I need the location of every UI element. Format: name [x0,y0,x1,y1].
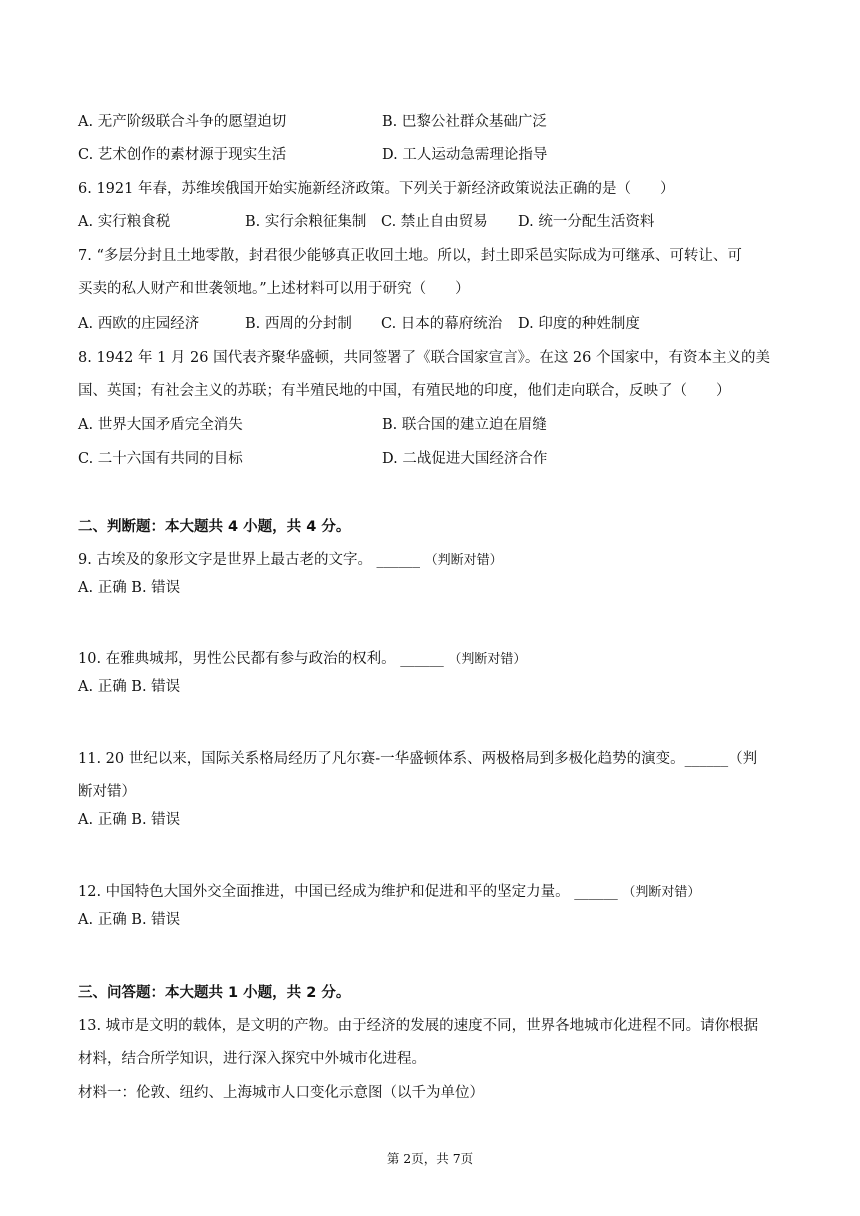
q10-stem [78,649,526,670]
q9-stem [78,550,503,571]
q6-option-b: B. 实行余粮征集制 [245,214,367,230]
q10-stem-text: 10. 在雅典城邦，男性公民都有参与政治的权利。 ______ [78,651,449,667]
q10-judge-note: （判断对错） [448,652,527,667]
q6-option-a: A. 实行粮食税 [78,214,171,230]
q11-options: A. 正确 B. 错误 [78,812,181,828]
q13-stem-line1: 13. 城市是文明的载体，是文明的产物。由于经济的发展的速度不同，世界各地城市化进程不同。请你根据 [78,1018,759,1034]
q12-stem-text: 12. 中国特色大国外交全面推进，中国已经成为维护和促进和平的坚定力量。 ______ [78,884,623,900]
q5-option-d: D. 工人运动急需理论指导 [382,147,548,163]
q7-option-a: A. 西欧的庄园经济 [78,316,200,332]
q5-option-b: B. 巴黎公社群众基础广泛 [382,114,547,130]
section-title-judgment: 二、判断题：本大题共 4 小题，共 4 分。 [78,519,351,535]
q5-option-c: C. 艺术创作的素材源于现实生活 [78,147,287,163]
q6-option-d: D. 统一分配生活资料 [518,214,655,230]
q7-option-c: C. 日本的幕府统治 [381,316,503,332]
q12-stem [78,882,700,903]
q11-stem-line2: 断对错） [78,784,136,800]
q9-options: A. 正确 B. 错误 [78,580,181,596]
q9-judge-note: （判断对错） [424,553,503,568]
q8-option-d: D. 二战促进大国经济合作 [382,451,548,467]
q13-stem-line2: 材料，结合所学知识，进行深入探究中外城市化进程。 [78,1051,426,1067]
q12-options: A. 正确 B. 错误 [78,912,181,928]
q7-option-d: D. 印度的种姓制度 [518,316,640,332]
q8-stem-line1: 8. 1942 年 1 月 26 国代表齐聚华盛顿，共同签署了《联合国家宣言》。在这 26 个国家中，有资本主义的美 [78,350,770,366]
q8-option-b: B. 联合国的建立迫在眉缝 [382,417,547,433]
q8-option-a: A. 世界大国矛盾完全消失 [78,417,243,433]
q13-material1-caption: 材料一：伦敦、纽约、上海城市人口变化示意图（以千为单位） [78,1085,484,1101]
q8-option-c: C. 二十六国有共同的目标 [78,451,243,467]
q5-option-a: A. 无产阶级联合斗争的愿望迫切 [78,114,287,130]
page-footer: 第 2页，共 7页 [386,1151,474,1166]
q8-stem-line2: 国、英国；有社会主义的苏联；有半殖民地的中国，有殖民地的印度，他们走向联合，反映了（ ） [78,383,731,399]
q7-option-b: B. 西周的分封制 [245,316,352,332]
q9-stem-text: 9. 古埃及的象形文字是世界上最古老的文字。 ______ [78,552,425,568]
q6-option-c: C. 禁止自由贸易 [381,214,488,230]
q6-stem: 6. 1921 年春，苏维埃俄国开始实施新经济政策。下列关于新经济政策说法正确的是（ ） [78,181,675,197]
section-title-qa: 三、问答题：本大题共 1 小题，共 2 分。 [78,985,351,1001]
q11-stem-line1: 11. 20 世纪以来，国际关系格局经历了凡尔赛-一华盛顿体系、两极格局到多极化趋势的演变。______（判 [78,751,758,767]
q10-options: A. 正确 B. 错误 [78,679,181,695]
q7-stem-line1: 7. “多层分封且土地零散，封君很少能够真正收回土地。所以，封土即采邑实际成为可继承、可转让、可 [78,248,742,264]
q12-judge-note: （判断对错） [622,885,701,900]
q7-stem-line2: 买卖的私人财产和世袭领地。”上述材料可以用于研究（ ） [78,281,470,297]
